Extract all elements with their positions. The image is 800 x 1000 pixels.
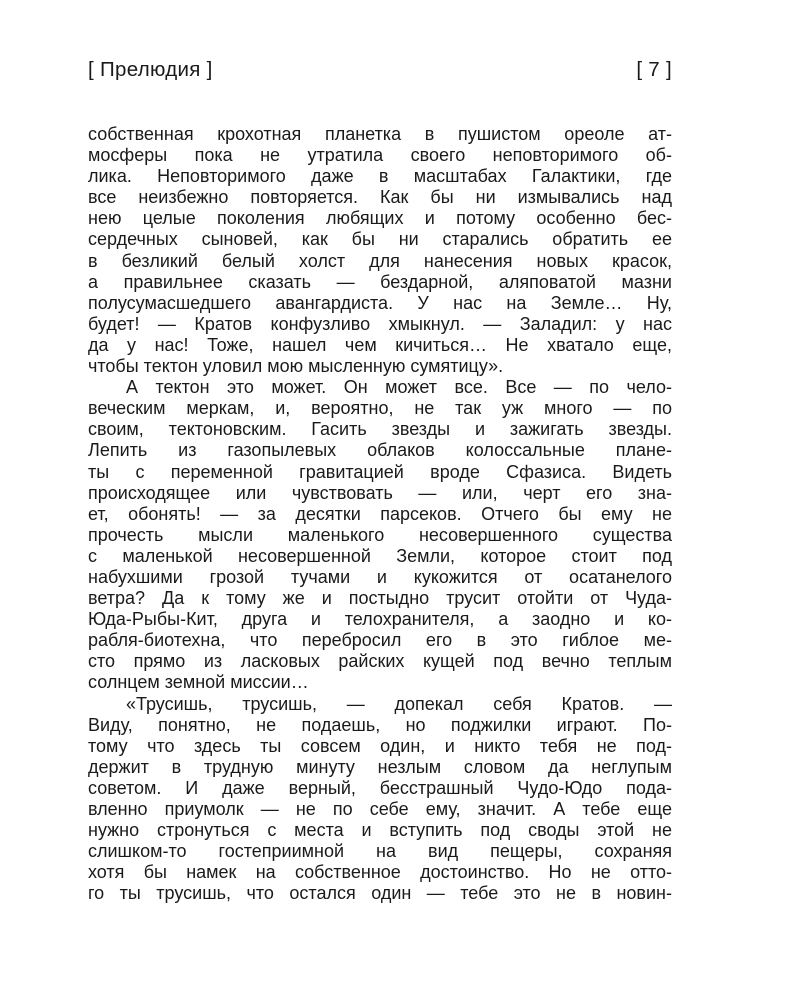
text-line: сто прямо из ласковых райских кущей под вечно теплым [88,651,672,672]
text-line: все неизбежно повторяется. Как бы ни измывались над [88,187,672,208]
text-line: ты с переменной гравитацией вроде Сфазиса. Видеть [88,461,672,482]
text-line: полусумасшедшего авангардиста. У нас на Земле… Ну, [88,292,672,313]
text-line: происходящее или чувствовать — или, черт его зна- [88,482,672,503]
text-line: своим, тектоновским. Гасить звезды и зажигать звезды. [88,419,672,440]
text-line: мосферы пока не утратила своего неповторимого об- [88,145,672,166]
text-line: чтобы тектон уловил мою мысленную сумятицу». [88,356,504,377]
page-number: [ 7 ] [636,58,672,81]
body-text [88,124,672,904]
text-line: набухшими грозой тучами и кукожится от осатанелого [88,566,672,587]
running-header [88,58,672,88]
text-line: нужно стронуться с места и вступить под своды этой не [88,820,672,841]
text-line: солнцем земной миссии… [88,672,309,693]
text-line: Виду, понятно, не подаешь, но поджилки играют. По- [88,714,672,735]
text-line: вленно приумолк — не по себе ему, значит. А тебе еще [88,799,672,819]
text-line: да у нас! Тоже, нашел чем кичиться… Не хватало еще, [88,334,672,355]
text-line: ветра? Да к тому же и постыдно трусит отойти от Чуда- [88,588,672,609]
text-line: сердечных сыновей, как бы ни старались обратить ее [88,229,672,250]
text-line: с маленькой несовершенной Земли, которое стоит под [88,545,672,566]
text-line-paragraph-start: «Трусишь, трусишь, — допекал себя Кратов. — [126,693,672,714]
text-line: лика. Неповторимого даже в масштабах Галактики, где [88,166,672,187]
text-line: советом. И даже верный, бесстрашный Чудо-Юдо пода- [88,777,672,798]
text-line: го ты трусишь, что остался один — тебе это не в новин- [88,883,672,904]
section-title: [ Прелюдия ] [88,58,213,81]
text-line-paragraph-start: А тектон это может. Он может все. Все — по чело- [126,377,672,398]
text-line: а правильнее сказать — бездарной, аляповатой мазни [88,271,672,292]
text-line: ет, обонять! — за десятки парсеков. Отчего бы ему не [88,503,672,524]
text-line: нею целые поколения любящих и потому особенно бес- [88,208,672,229]
text-line: слишком-то гостеприимной на вид пещеры, сохраняя [88,841,672,862]
text-line: тому что здесь ты совсем один, и никто тебя не под- [88,735,672,756]
text-line: Юда-Рыбы-Кит, друга и телохранителя, а заодно и ко- [88,609,672,630]
text-line: веческим меркам, и, вероятно, не так уж много — по [88,398,672,419]
text-line: будет! — Кратов конфузливо хмыкнул. — Заладил: у нас [88,313,672,334]
text-line: хотя бы намек на собственное достоинство. Но не отто- [88,862,672,883]
text-line: прочесть мысли маленького несовершенного существа [88,524,672,545]
text-line: собственная крохотная планетка в пушистом ореоле ат- [88,124,672,144]
text-line: рабля-биотехна, что перебросил его в это гиблое ме- [88,630,672,651]
text-line: Лепить из газопылевых облаков колоссальные плане- [88,440,672,461]
text-line: держит в трудную минуту незлым словом да неглупым [88,756,672,777]
text-line: в безликий белый холст для нанесения новых красок, [88,250,672,271]
